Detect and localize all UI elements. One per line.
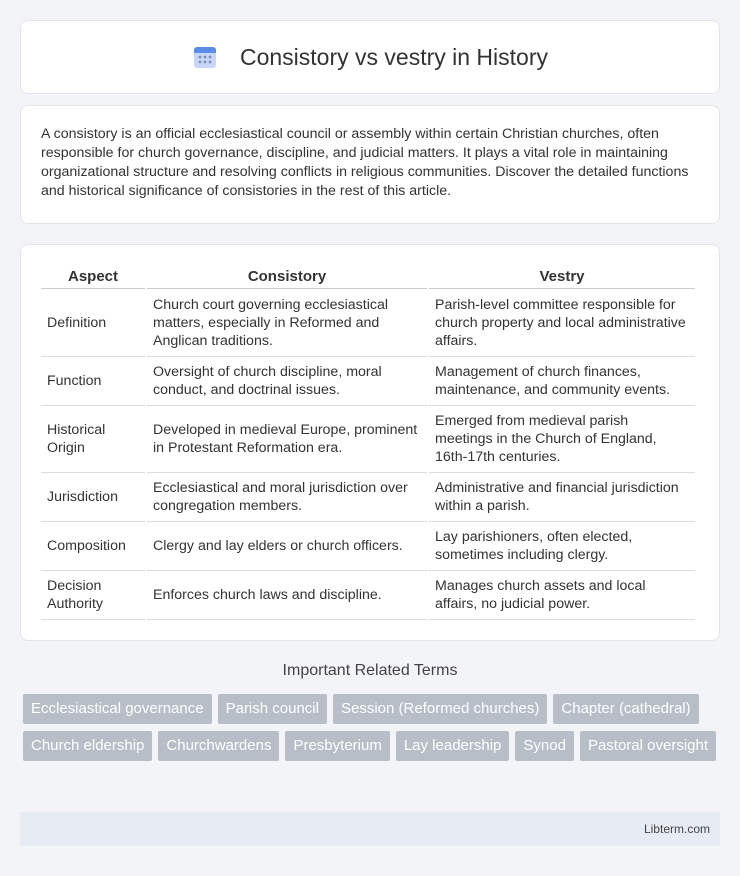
- calendar-icon: [192, 44, 218, 70]
- header-consistory: Consistory: [147, 263, 427, 289]
- cell-aspect: Function: [41, 357, 145, 406]
- cell-vestry: Parish-level committee responsible for church property and local administrative affairs.: [429, 289, 695, 357]
- table-row: [41, 522, 695, 571]
- related-term-tag[interactable]: Parish council: [218, 694, 327, 724]
- title-card: [20, 20, 720, 94]
- table-row: [41, 289, 695, 357]
- cell-vestry: Administrative and financial jurisdiction within a parish.: [429, 473, 695, 522]
- related-terms-title: Important Related Terms: [282, 662, 458, 679]
- table-row: [41, 571, 695, 620]
- table-header-row: [41, 263, 695, 289]
- related-term-tag[interactable]: Synod: [515, 731, 574, 761]
- cell-consistory: Oversight of church discipline, moral conduct, and doctrinal issues.: [147, 357, 427, 406]
- cell-aspect: Jurisdiction: [41, 473, 145, 522]
- related-term-tag[interactable]: Presbyterium: [285, 731, 389, 761]
- intro-card: [20, 105, 720, 224]
- cell-consistory: Ecclesiastical and moral jurisdiction over congregation members.: [147, 473, 427, 522]
- cell-consistory: Developed in medieval Europe, prominent in Protestant Reformation era.: [147, 406, 427, 473]
- comparison-card: [20, 244, 720, 641]
- related-term-tag[interactable]: Pastoral oversight: [580, 731, 716, 761]
- related-terms-list: [23, 694, 723, 761]
- cell-aspect: Composition: [41, 522, 145, 571]
- related-term-tag[interactable]: Session (Reformed churches): [333, 694, 547, 724]
- related-term-tag[interactable]: Ecclesiastical governance: [23, 694, 212, 724]
- header-vestry: Vestry: [429, 263, 695, 289]
- intro-text: A consistory is an official ecclesiastical council or assembly within certain Christian churches, often responsible for church governance, discipline, and judicial matters. It plays a vital role in maintaining organizational structure and resolving conflicts in religious communities. Discover the detailed functions and historical significance of consistories in the rest of this article.: [41, 126, 689, 199]
- table-row: [41, 406, 695, 473]
- page-title: Consistory vs vestry in History: [239, 43, 548, 70]
- related-term-tag[interactable]: Church eldership: [23, 731, 152, 761]
- cell-vestry: Emerged from medieval parish meetings in the Church of England, 16th-17th centuries.: [429, 406, 695, 473]
- cell-consistory: Church court governing ecclesiastical matters, especially in Reformed and Anglican traditions.: [147, 289, 427, 357]
- related-term-tag[interactable]: Lay leadership: [396, 731, 510, 761]
- cell-aspect: Decision Authority: [41, 571, 145, 620]
- cell-consistory: Clergy and lay elders or church officers.: [147, 522, 427, 571]
- cell-aspect: Definition: [41, 289, 145, 357]
- comparison-table: [39, 263, 697, 620]
- cell-vestry: Manages church assets and local affairs, no judicial power.: [429, 571, 695, 620]
- table-row: [41, 357, 695, 406]
- footer: [20, 812, 720, 846]
- header-aspect: Aspect: [41, 263, 145, 289]
- footer-site-link[interactable]: Libterm.com: [643, 822, 710, 836]
- related-term-tag[interactable]: Churchwardens: [158, 731, 279, 761]
- cell-vestry: Lay parishioners, often elected, sometimes including clergy.: [429, 522, 695, 571]
- related-term-tag[interactable]: Chapter (cathedral): [553, 694, 698, 724]
- cell-aspect: Historical Origin: [41, 406, 145, 473]
- table-row: [41, 473, 695, 522]
- cell-vestry: Management of church finances, maintenance, and community events.: [429, 357, 695, 406]
- cell-consistory: Enforces church laws and discipline.: [147, 571, 427, 620]
